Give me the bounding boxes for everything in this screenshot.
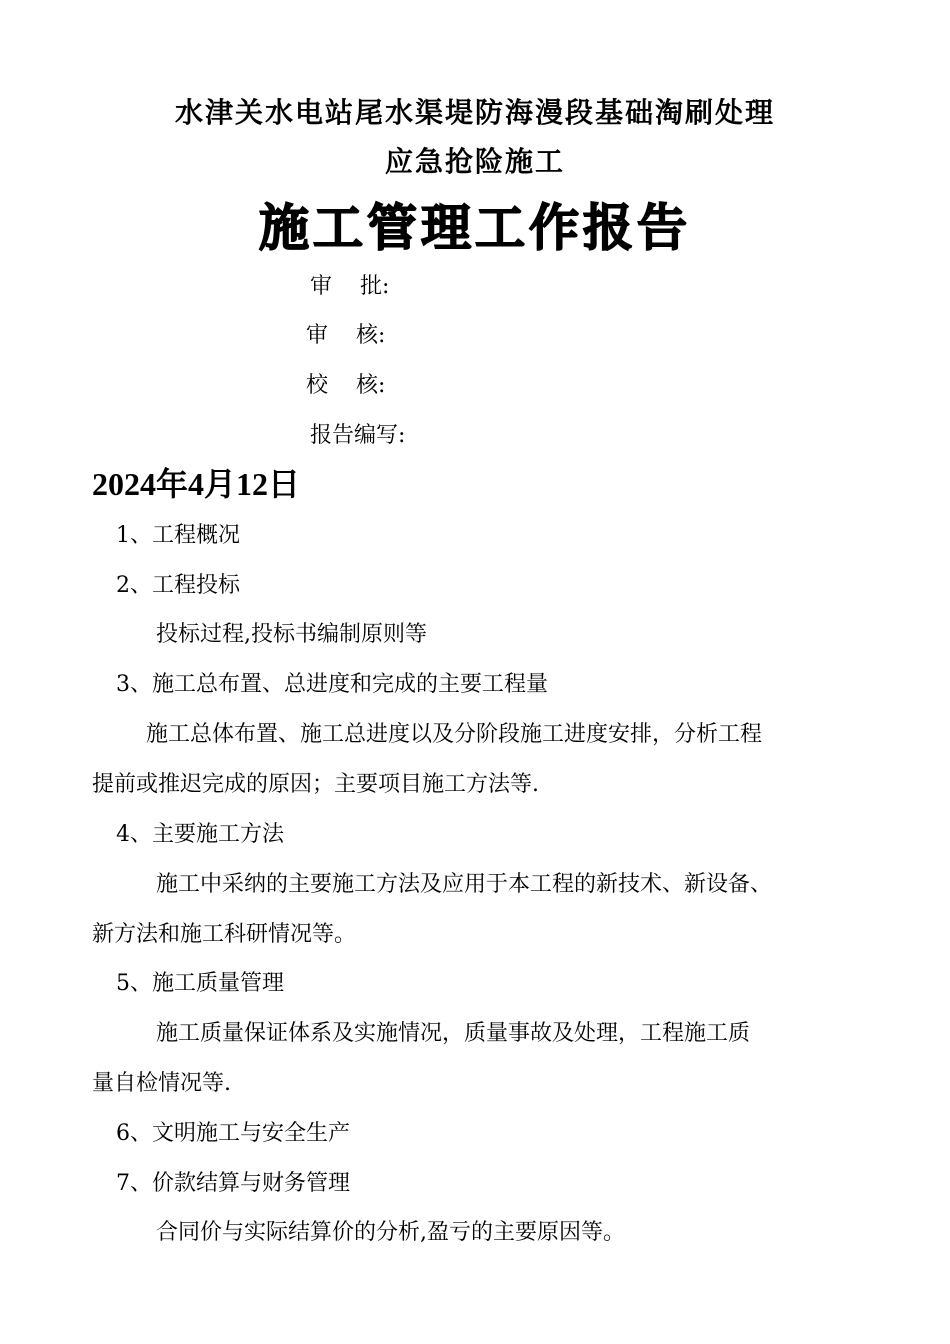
section-4-heading: 4、主要施工方法 xyxy=(116,822,284,847)
report-date: 2024年4月12日 xyxy=(92,466,301,502)
section-3-heading: 3、施工总布置、总进度和完成的主要工程量 xyxy=(116,672,548,697)
section-1-heading: 1、工程概况 xyxy=(116,523,240,548)
section-4-body-line-1: 施工中采纳的主要施工方法及应用于本工程的新技术、新设备、 xyxy=(156,872,773,897)
section-5-body-line-2: 量自检情况等. xyxy=(92,1071,231,1096)
section-5-body-line-1: 施工质量保证体系及实施情况，质量事故及处理，工程施工质 xyxy=(156,1021,751,1046)
section-4-body-line-2: 新方法和施工科研情况等。 xyxy=(92,922,357,947)
section-2-heading: 2、工程投标 xyxy=(116,573,240,598)
review-field: 审 核: xyxy=(306,323,386,348)
section-3-body-line-2: 提前或推迟完成的原因；主要项目施工方法等. xyxy=(92,772,539,797)
proofread-field: 校 核: xyxy=(306,373,386,398)
report-title: 施工管理工作报告 xyxy=(259,199,691,257)
section-7-heading: 7、价款结算与财务管理 xyxy=(116,1171,350,1196)
section-6-heading: 6、文明施工与安全生产 xyxy=(116,1121,350,1146)
approve-field: 审 批: xyxy=(310,274,390,299)
author-field: 报告编写: xyxy=(310,423,406,448)
section-2-body: 投标过程,投标书编制原则等 xyxy=(156,622,427,647)
section-3-body-line-1: 施工总体布置、施工总进度以及分阶段施工进度安排，分析工程 xyxy=(146,722,763,747)
project-title-line-2: 应急抢险施工 xyxy=(384,145,565,178)
section-5-heading: 5、施工质量管理 xyxy=(116,971,284,996)
section-7-body: 合同价与实际结算价的分析,盈亏的主要原因等。 xyxy=(156,1220,625,1245)
project-title-line-1: 水津关水电站尾水渠堤防海漫段基础淘刷处理 xyxy=(174,96,775,129)
